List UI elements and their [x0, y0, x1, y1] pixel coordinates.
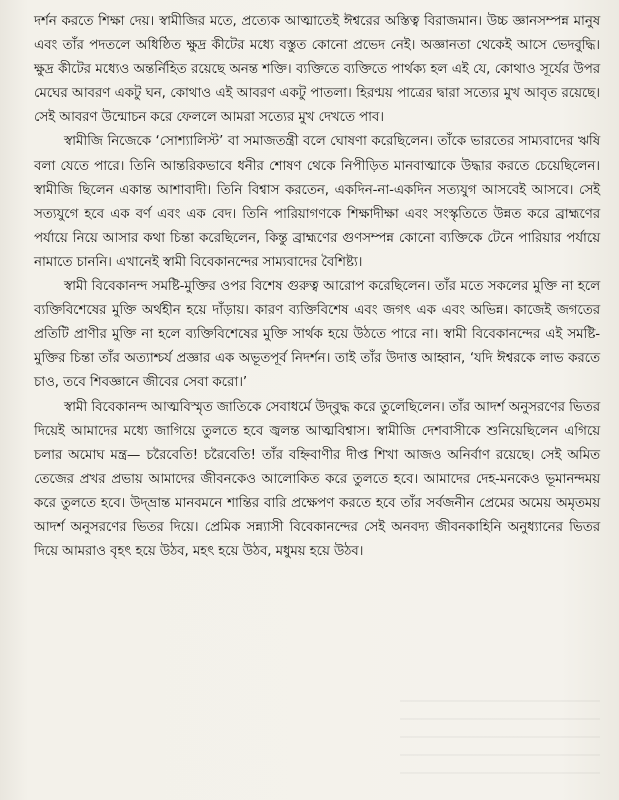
- body-text: [34, 10, 600, 564]
- paragraph: স্বামী বিবেকানন্দ সমষ্টি-মুক্তির ওপর বিশেষ গুরুত্ব আরোপ করেছিলেন। তাঁর মতে সকলের মুক্তি না হলে ব্যক্তিবিশেষের মুক্তি অর্থহীন হয়ে দাঁড়ায়। কারণ ব্যক্তিবিশেষ এবং জগৎ এক এবং অভিন্ন। কাজেই জগতের প্রতিটি প্রাণীর মুক্তি না হলে ব্যক্তিবিশেষের মুক্তি সার্থক হয়ে উঠতে পারে না। স্বামী বিবেকানন্দের এই সমষ্টি-মুক্তির চিন্তা তাঁর অত্যাশ্চর্য প্রজ্ঞার এক অভূতপূর্ব নিদর্শন। তাই তাঁর উদাত্ত আহ্বান, ‘যদি ঈশ্বরকে লাভ করতে চাও, তবে শিবজ্ঞানে জীবের সেবা করো।’: [34, 279, 600, 391]
- paragraph: দর্শন করতে শিক্ষা দেয়। স্বামীজির মতে, প্রত্যেক আত্মাতেই ঈশ্বরের অস্তিত্ব বিরাজমান। উচ্চ জ্ঞানসম্পন্ন মানুষ এবং তাঁর পদতলে অধিষ্ঠিত ক্ষুদ্র কীটের মধ্যে বস্তুত কোনো প্রভেদ নেই। অজ্ঞানতা থেকেই আসে ভেদবুদ্ধি। ক্ষুদ্র কীটের মধ্যেও অন্তর্নিহিত রয়েছে অনন্ত শক্তি। ব্যক্তিতে ব্যক্তিতে পার্থক্য হল এই যে, কোথাও সূর্যের উপর মেঘের আবরণ একটু ঘন, কোথাও এই আবরণ একটু পাতলা। হিরণ্ময় পাত্রের দ্বারা সত্যের মুখ আবৃত রয়েছে। সেই আবরণ উন্মোচন করে ফেললে আমরা সত্যের মুখ দেখতে পাব।: [34, 14, 600, 126]
- show-through-texture: [400, 690, 600, 790]
- paragraph: স্বামীজি নিজেকে ‘সোশ্যালিস্ট’ বা সমাজতন্ত্রী বলে ঘোষণা করেছিলেন। তাঁকে ভারতের সাম্যবাদের ঋষি বলা যেতে পারে। তিনি আন্তরিকভাবে ধনীর শোষণ থেকে নিপীড়িত মানবাত্মাকে উদ্ধার করতে চেয়েছিলেন। স্বামীজি ছিলেন একান্ত আশাবাদী। তিনি বিশ্বাস করতেন, একদিন-না-একদিন সত্যযুগ আসবেই আসবে। সেই সত্যযুগে হবে এক বর্ণ এবং এক বেদ। তিনি পারিয়াগণকে শিক্ষাদীক্ষা এবং সংস্কৃতিতে উন্নত করে ব্রাহ্মণের পর্যায়ে নিয়ে আসার কথা চিন্তা করেছিলেন, কিন্তু ব্রাহ্মণের গুণসম্পন্ন কোনো ব্যক্তিকে টেনে পারিয়ার পর্যায়ে নামাতে চাননি। এখানেই স্বামী বিবেকানন্দের সাম্যবাদের বৈশিষ্ট্য।: [34, 134, 600, 270]
- paragraph: স্বামী বিবেকানন্দ আত্মবিস্মৃত জাতিকে সেবাধর্মে উদ্‌বুদ্ধ করে তুলেছিলেন। তাঁর আদর্শ অনুসরণের ভিতর দিয়েই আমাদের মধ্যে জাগিয়ে তুলতে হবে জ্বলন্ত আত্মবিশ্বাস। স্বামীজি দেশবাসীকে শুনিয়েছিলেন এগিয়ে চলার অমোঘ মন্ত্র— চরৈবেতি! চরৈবেতি! তাঁর বহ্নিবাণীর দীপ্ত শিখা আজও অনির্বাণ রয়েছে। সেই অমিত তেজের প্রখর প্রভায় আমাদের জীবনকেও আলোকিত করে তুলতে হবে। আমাদের দেহ-মনকেও ভূমানন্দময় করে তুলতে হবে। উদ্‌ভ্রান্ত মানবমনে শান্তির বারি প্রক্ষেপণ করতে হবে তাঁর সর্বজনীন প্রেমের অমেয় অমৃতময় আদর্শ অনুসরণের ভিতর দিয়ে। প্রেমিক সন্ন্যাসী বিবেকানন্দের সেই অনবদ্য জীবনকাহিনি অনুধ্যানের ভিতর দিয়ে আমরাও বৃহৎ হয়ে উঠব, মহৎ হয়ে উঠব, মধুময় হয়ে উঠব।: [34, 399, 600, 560]
